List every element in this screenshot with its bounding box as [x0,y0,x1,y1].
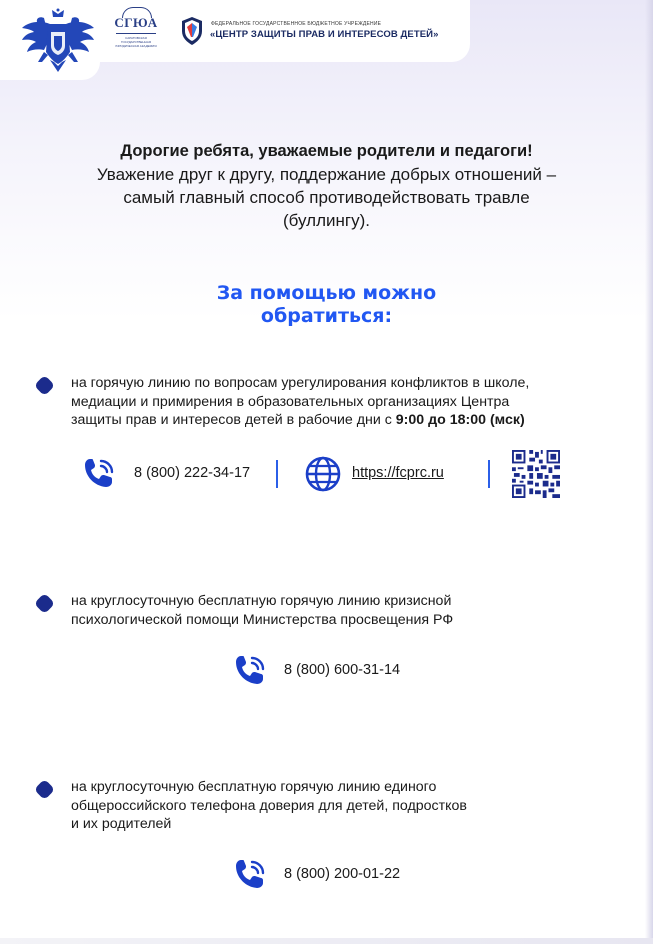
phone-number[interactable]: 8 (800) 200-01-22 [284,866,401,882]
item-text-line: на круглосуточную бесплатную горячую линию кризисной [71,593,452,609]
item-text-line: на горячую линию по вопросам урегулирования конфликтов в школе, [71,375,530,391]
phone-number[interactable]: 8 (800) 222-34-17 [134,465,251,481]
sgua-logo-text: СГЮА [114,15,158,30]
center-logo-icon [180,17,204,45]
item-text-line [71,411,611,430]
item-text [71,592,611,629]
intro-line: (буллингу). [283,211,370,230]
contact-row [0,652,653,688]
bullet-icon [34,779,55,800]
header [0,0,500,80]
phone-call-icon[interactable] [233,653,267,687]
contact-row [0,856,653,892]
item-text-line: общероссийского телефона доверия для детей, подростков [71,797,467,814]
website-link[interactable]: https://fcprc.ru [352,465,444,481]
working-hours: 9:00 до 18:00 (мск) [395,412,525,428]
sgua-logo-subtext: САРАТОВСКАЯ ГОСУДАРСТВЕННАЯ ЮРИДИЧЕСКАЯ АКАДЕМИЯ [115,36,157,48]
item-text [71,374,611,430]
item-text [71,778,611,834]
bottom-strip [0,938,653,944]
divider [488,460,490,488]
help-heading-line: За помощью можно [216,282,437,304]
phone-call-icon[interactable] [82,456,116,490]
phone-call-icon[interactable] [233,857,267,891]
intro-line: Уважение друг к другу, поддержание добрых отношений – [96,165,557,184]
item-text-line: психологической помощи Министерства просвещения РФ [71,611,454,628]
intro-block [30,140,623,232]
center-org-type: ФЕДЕРАЛЬНОЕ ГОСУДАРСТВЕННОЕ БЮДЖЕТНОЕ УЧРЕЖДЕНИЕ [211,21,382,27]
sgua-logo [112,13,160,51]
bullet-icon [34,593,55,614]
item-text-segment: защиты прав и интересов детей в рабочие дни с [71,412,396,428]
center-org-name: «ЦЕНТР ЗАЩИТЫ ПРАВ И ИНТЕРЕСОВ ДЕТЕЙ» [210,29,439,40]
help-heading-line: обратиться: [260,305,393,327]
bullet-icon [34,375,55,396]
intro-line: самый главный способ противодействовать травле [123,188,530,207]
item-text-line: на круглосуточную бесплатную горячую линию единого [71,779,437,795]
sgua-logo-rule [116,33,156,34]
globe-icon [304,455,342,493]
help-heading [150,282,503,328]
intro-title: Дорогие ребята, уважаемые родители и педагоги! [120,142,533,160]
phone-number[interactable]: 8 (800) 600-31-14 [284,662,401,678]
contact-row [0,448,653,500]
item-text-line: медиации и примирения в образовательных организациях Центра [71,393,510,410]
item-text-line: и их родителей [71,816,172,832]
qr-code-icon[interactable] [512,450,560,498]
coat-of-arms-emblem [20,8,96,74]
divider [276,460,278,488]
